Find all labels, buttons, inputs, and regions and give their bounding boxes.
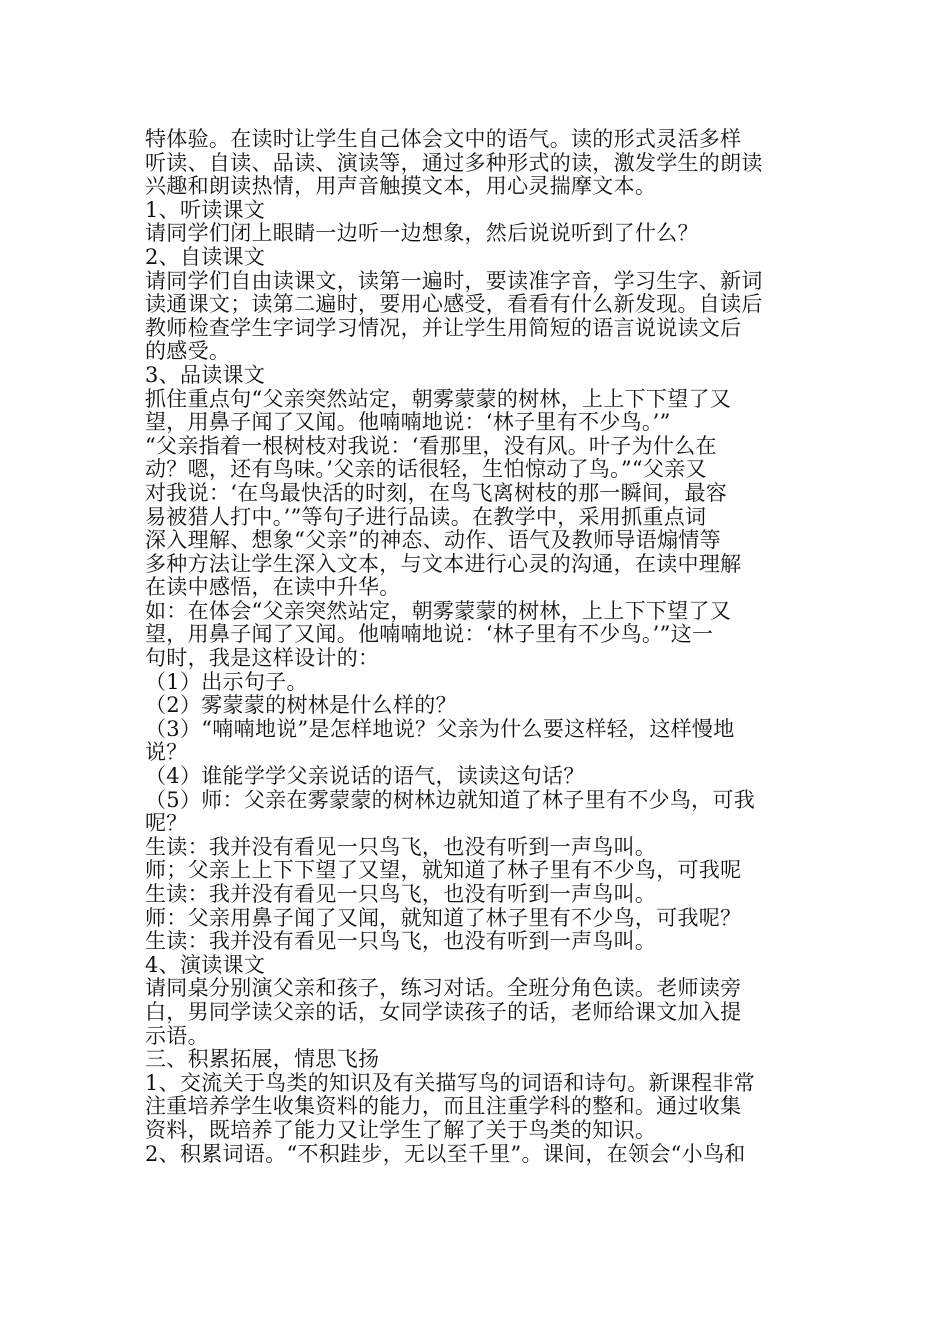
text-line: 特体验。在读时让学生自己体会文中的语气。读的形式灵活多样 bbox=[145, 128, 742, 151]
text-line: 师：父亲用鼻子闻了又闻，就知道了林子里有不少鸟，可我呢？ bbox=[145, 906, 742, 930]
section-heading: 1、听读课文 bbox=[145, 198, 266, 222]
text-line: 资料，既培养了能力又让学生了解了关于鸟类的知识。 bbox=[145, 1118, 657, 1142]
text-line: 易被猎人打中。’”等句子进行品读。在教学中，采用抓重点词 bbox=[145, 505, 707, 529]
text-line: 注重培养学生收集资料的能力，而且注重学科的整和。通过收集 bbox=[145, 1095, 742, 1119]
text-line: 白，男同学读父亲的话，女同学读孩子的话，老师给课文加入提 bbox=[145, 1000, 742, 1024]
text-line: 请同学们闭上眼睛一边听一边想象，然后说说听到了什么？ bbox=[145, 222, 699, 246]
text-line: 1、交流关于鸟类的知识及有关描写鸟的词语和诗句。新课程非常 bbox=[145, 1071, 756, 1095]
section-heading: 2、自读课文 bbox=[145, 245, 266, 269]
list-item: （1）出示句子。 bbox=[145, 670, 308, 694]
text-line: 生读：我并没有看见一只鸟飞，也没有听到一声鸟叫。 bbox=[145, 835, 657, 859]
document-body bbox=[145, 128, 810, 1166]
text-line: 对我说：‘在鸟最快活的时刻，在鸟飞离树枝的那一瞬间，最容 bbox=[145, 481, 728, 505]
text-line: “父亲指着一根树枝对我说：‘看那里，没有风。叶子为什么在 bbox=[145, 434, 717, 458]
text-line: 望，用鼻子闻了又闻。他喃喃地说：‘林子里有不少鸟。’”这一 bbox=[145, 623, 714, 647]
section-heading: 4、演读课文 bbox=[145, 953, 266, 977]
text-line: 说？ bbox=[145, 741, 188, 765]
section-heading: 三、积累拓展，情思飞扬 bbox=[145, 1048, 380, 1072]
text-line: 请同学们自由读课文，读第一遍时，要读准字音，学习生字、新词 bbox=[145, 269, 763, 293]
text-line: 示语。 bbox=[145, 1024, 209, 1048]
text-line: 读通课文；读第二遍时，要用心感受，看看有什么新发现。自读后 bbox=[145, 293, 763, 317]
list-item: （4）谁能学学父亲说话的语气，读读这句话？ bbox=[145, 765, 585, 789]
text-line: 教师检查学生字词学习情况，并让学生用简短的语言说说读文后 bbox=[145, 316, 742, 340]
text-line: 请同桌分别演父亲和孩子，练习对话。全班分角色读。老师读旁 bbox=[145, 977, 742, 1001]
text-line: 多种方法让学生深入文本，与文本进行心灵的沟通，在读中理解 bbox=[145, 552, 742, 576]
text-line: 抓住重点句“父亲突然站定，朝雾蒙蒙的树林，上上下下望了又 bbox=[145, 387, 732, 411]
text-line: 望，用鼻子闻了又闻。他喃喃地说：‘林子里有不少鸟。’” bbox=[145, 411, 671, 435]
text-line: 在读中感悟，在读中升华。 bbox=[145, 576, 401, 600]
text-line: 兴趣和朗读热情，用声音触摸文本，用心灵揣摩文本。 bbox=[145, 175, 657, 199]
list-item: （3）“喃喃地说”是怎样地说？父亲为什么要这样轻，这样慢地 bbox=[145, 717, 735, 741]
text-line: 动？嗯，还有鸟味。’父亲的话很轻，生怕惊动了鸟。”“父亲又 bbox=[145, 458, 707, 482]
text-line: 2、积累词语。“不积跬步，无以至千里”。课间，在领会“小鸟和 bbox=[145, 1142, 746, 1166]
text-line: 师；父亲上上下下望了又望，就知道了林子里有不少鸟，可我呢 bbox=[145, 859, 742, 883]
text-line: 听读、自读、品读、演读等，通过多种形式的读，激发学生的朗读 bbox=[145, 151, 763, 175]
section-heading: 3、品读课文 bbox=[145, 363, 266, 387]
text-line: 呢？ bbox=[145, 812, 188, 836]
text-line: 句时，我是这样设计的： bbox=[145, 647, 380, 671]
list-item: （2）雾蒙蒙的树林是什么样的？ bbox=[145, 694, 457, 718]
text-line: 生读：我并没有看见一只鸟飞，也没有听到一声鸟叫。 bbox=[145, 930, 657, 954]
text-line: 如：在体会“父亲突然站定，朝雾蒙蒙的树林，上上下下望了又 bbox=[145, 599, 732, 623]
text-line: 生读：我并没有看见一只鸟飞，也没有听到一声鸟叫。 bbox=[145, 883, 657, 906]
list-item: （5）师：父亲在雾蒙蒙的树林边就知道了林子里有不少鸟，可我 bbox=[145, 788, 756, 812]
text-line: 的感受。 bbox=[145, 340, 231, 364]
text-line: 深入理解、想象“父亲”的神态、动作、语气及教师导语煽情等 bbox=[145, 529, 721, 553]
